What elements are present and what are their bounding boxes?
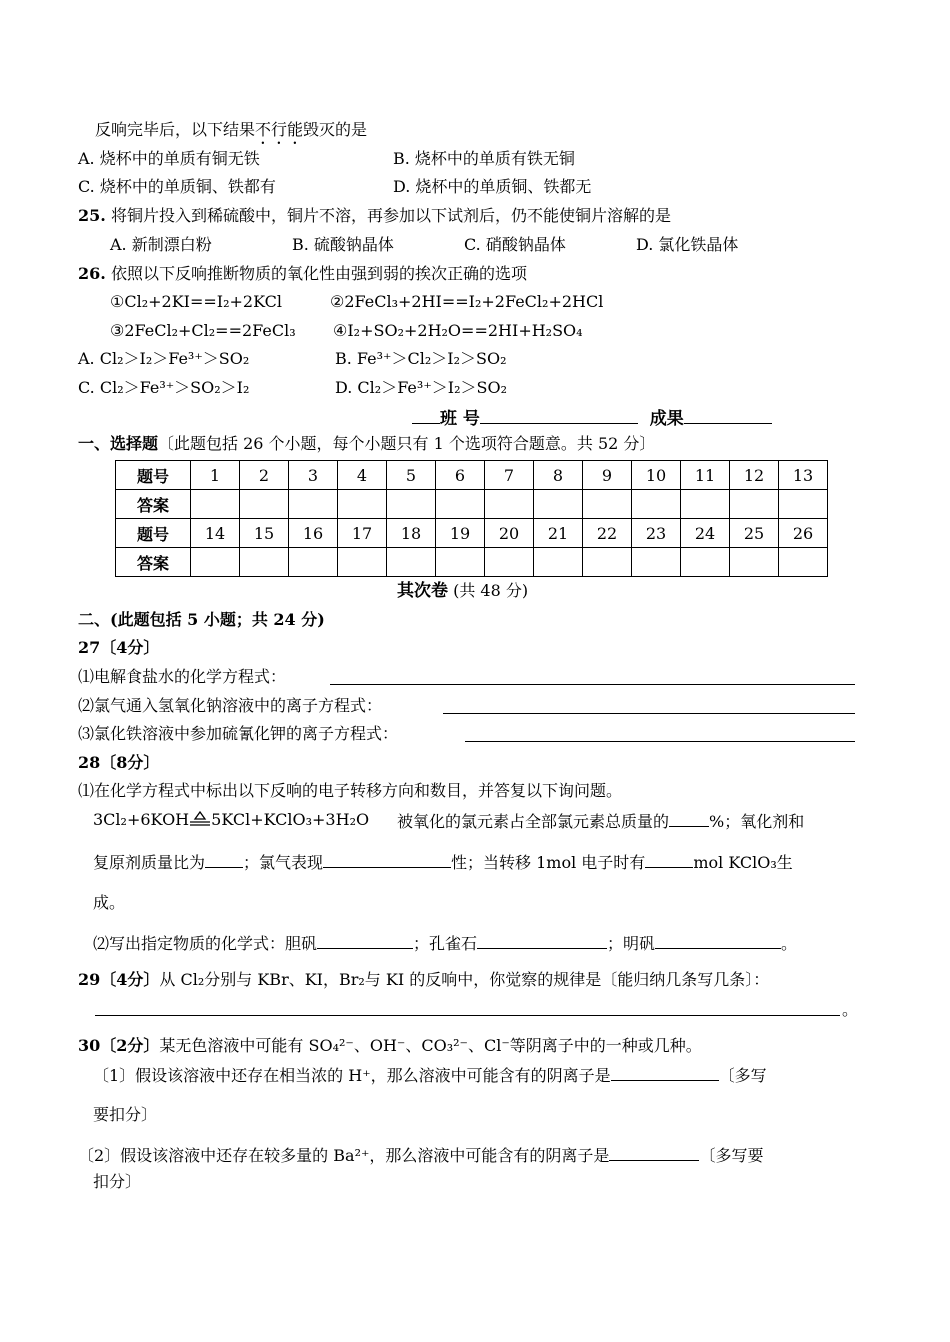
ans-label: 答案 <box>116 490 191 519</box>
q-num: 10 <box>632 461 681 490</box>
q27-part3: ⑶氯化铁溶液中参加硫氰化钾的离子方程式： <box>78 724 399 743</box>
q30-stem: 30〔2分〕某无色溶液中可能有 SO₄²⁻、OH⁻、CO₃²⁻、Cl⁻等阴离子中的一种或几种。 <box>78 1036 702 1055</box>
q-num: 20 <box>485 519 534 548</box>
q-num: 7 <box>485 461 534 490</box>
q26-stem: 26. 依照以下反响推断物质的氧化性由强到弱的挨次正确的选项 <box>78 264 527 283</box>
q25-stem: 25. 将铜片投入到稀硫酸中，铜片不溶，再参加以下试剂后，仍不能使铜片溶解的是 <box>78 206 671 225</box>
answer-cell[interactable] <box>289 490 338 519</box>
answer-cell[interactable] <box>730 548 779 577</box>
q27-part1: ⑴电解食盐水的化学方程式： <box>78 667 287 686</box>
ans-label: 答案 <box>116 548 191 577</box>
num-label: 题号 <box>116 461 191 490</box>
answer-cell[interactable] <box>583 490 632 519</box>
section2-heading: 二、(此题包括 5 小题；共 24 分) <box>78 610 325 629</box>
q-num: 12 <box>730 461 779 490</box>
q30-sub2-end: 扣分〕 <box>93 1172 142 1191</box>
q29-stem: 29〔4分〕从 Cl₂分别与 KBr、KI，Br₂与 KI 的反响中，你觉察的规律是〔能归纳几条写几条〕： <box>78 970 770 989</box>
q-num: 16 <box>289 519 338 548</box>
q28-question-2-end: 成。 <box>93 893 126 912</box>
q-num: 5 <box>387 461 436 490</box>
answer-cell[interactable] <box>681 548 730 577</box>
answer-cell[interactable] <box>485 490 534 519</box>
q26-option-b: B. Fe³⁺＞Cl₂＞I₂＞SO₂ <box>335 349 507 368</box>
q28-blank-mol[interactable] <box>645 851 693 868</box>
q25-option-a: A. 新制漂白粉 <box>110 235 212 254</box>
answer-table-ans-row-1 <box>116 490 828 519</box>
answer-cell[interactable] <box>191 548 240 577</box>
q28-part1-stem: ⑴在化学方程式中标出以下反响的电子转移方向和数目，并答复以下询问题。 <box>78 781 623 800</box>
q24-option-a: A. 烧杯中的单质有铜无铁 <box>78 149 260 168</box>
q28-blank-danfan[interactable] <box>317 932 413 949</box>
q28-part2: ⑵写出指定物质的化学式：胆矾 ；孔雀石 ；明矾 。 <box>93 934 798 953</box>
answer-cell[interactable] <box>632 548 681 577</box>
q-num: 22 <box>583 519 632 548</box>
answer-cell[interactable] <box>436 490 485 519</box>
answer-cell[interactable] <box>779 548 828 577</box>
answer-cell[interactable] <box>583 548 632 577</box>
q27-heading: 27〔4分〕 <box>78 638 160 657</box>
q24-option-c: C. 烧杯中的单质铜、铁都有 <box>78 177 276 196</box>
class-blank-prefix[interactable] <box>412 407 440 424</box>
q-num: 2 <box>240 461 289 490</box>
answer-cell[interactable] <box>779 490 828 519</box>
heat-equals-icon <box>189 811 211 827</box>
answer-cell[interactable] <box>289 548 338 577</box>
q26-reaction-4: ④I₂+SO₂+2H₂O==2HI+H₂SO₄ <box>333 321 583 340</box>
q26-option-c: C. Cl₂＞Fe³⁺＞SO₂＞I₂ <box>78 378 250 397</box>
q28-equation: 3Cl₂+6KOH 5KCl+KClO₃+3H₂O <box>93 810 370 829</box>
q26-reaction-1: ①Cl₂+2KI==I₂+2KCl <box>110 292 282 311</box>
answer-cell[interactable] <box>338 548 387 577</box>
class-score-header: 班 号 成果 <box>412 407 772 429</box>
q24-option-b: B. 烧杯中的单质有铁无铜 <box>393 149 575 168</box>
q28-question-1: 被氧化的氯元素占全部氯元素总质量的 %；氧化剂和 <box>397 812 805 831</box>
answer-cell[interactable] <box>534 548 583 577</box>
q28-blank-percent[interactable] <box>669 810 709 827</box>
q27-part2: ⑵氯气通入氢氧化钠溶液中的离子方程式： <box>78 696 383 715</box>
q24-option-d: D. 烧杯中的单质铜、铁都无 <box>393 177 592 196</box>
q-num: 15 <box>240 519 289 548</box>
q28-blank-ratio[interactable] <box>205 851 243 868</box>
section1-heading: 一、选择题〔此题包括 26 个小题，每个小题只有 1 个选项符合题意。共 52 分〕 <box>78 434 656 453</box>
answer-cell[interactable] <box>387 548 436 577</box>
q27-part2-blank[interactable] <box>443 713 855 714</box>
q25-option-b: B. 硫酸钠晶体 <box>292 235 394 254</box>
answer-cell[interactable] <box>191 490 240 519</box>
q27-part1-blank[interactable] <box>330 684 855 685</box>
q-num: 11 <box>681 461 730 490</box>
answer-table-ans-row-2 <box>116 548 828 577</box>
answer-cell[interactable] <box>338 490 387 519</box>
q-num: 14 <box>191 519 240 548</box>
answer-cell[interactable] <box>240 490 289 519</box>
q26-reaction-3: ③2FeCl₂+Cl₂==2FeCl₃ <box>110 321 296 340</box>
q-num: 9 <box>583 461 632 490</box>
answer-cell[interactable] <box>681 490 730 519</box>
answer-cell[interactable] <box>240 548 289 577</box>
answer-cell[interactable] <box>730 490 779 519</box>
q-num: 13 <box>779 461 828 490</box>
q-num: 26 <box>779 519 828 548</box>
q-num: 23 <box>632 519 681 548</box>
q-num: 4 <box>338 461 387 490</box>
q30-sub1-blank[interactable] <box>611 1064 719 1081</box>
q28-heading: 28〔8分〕 <box>78 753 160 772</box>
q28-blank-property[interactable] <box>323 851 451 868</box>
q25-option-c: C. 硝酸钠晶体 <box>464 235 566 254</box>
answer-cell[interactable] <box>632 490 681 519</box>
q-num: 18 <box>387 519 436 548</box>
q30-sub2-blank[interactable] <box>609 1144 699 1161</box>
answer-table <box>115 460 828 577</box>
q30-sub1: 〔1〕假设该溶液中还存在相当浓的 H⁺，那么溶液中可能含有的阴离子是 〔多写 <box>93 1066 767 1085</box>
q30-sub2: 〔2〕假设该溶液中还存在较多量的 Ba²⁺，那么溶液中可能含有的阴离子是 〔多写要 <box>78 1146 764 1165</box>
answer-table-num-row-1 <box>116 461 828 490</box>
q-num: 24 <box>681 519 730 548</box>
q29-answer-blank[interactable] <box>95 1015 840 1016</box>
score-blank[interactable] <box>684 407 772 424</box>
part2-title: 其次卷 (共 48 分) <box>397 581 529 601</box>
q25-option-d: D. 氯化铁晶体 <box>636 235 739 254</box>
q30-sub1-end: 要扣分〕 <box>93 1105 158 1124</box>
q26-reaction-2: ②2FeCl₃+2HI==I₂+2FeCl₂+2HCl <box>330 292 604 311</box>
delta-equals-symbol <box>189 811 211 827</box>
answer-cell[interactable] <box>436 548 485 577</box>
q26-option-d: D. Cl₂＞Fe³⁺＞I₂＞SO₂ <box>335 378 507 397</box>
q-num: 25 <box>730 519 779 548</box>
answer-cell[interactable] <box>387 490 436 519</box>
q-num: 1 <box>191 461 240 490</box>
q-num: 21 <box>534 519 583 548</box>
q24-stem-tail: 反响完毕后，以下结果不行能毁灭的是 <box>95 120 368 139</box>
num-label: 题号 <box>116 519 191 548</box>
q-num: 3 <box>289 461 338 490</box>
q28-blank-alum[interactable] <box>655 932 781 949</box>
q26-option-a: A. Cl₂＞I₂＞Fe³⁺＞SO₂ <box>78 349 250 368</box>
q28-blank-malachite[interactable] <box>477 932 607 949</box>
q27-part3-blank[interactable] <box>465 741 855 742</box>
q-num: 19 <box>436 519 485 548</box>
q29-end-mark: 。 <box>842 1000 859 1019</box>
class-number-blank[interactable] <box>480 407 638 424</box>
answer-cell[interactable] <box>534 490 583 519</box>
q-num: 17 <box>338 519 387 548</box>
q28-question-2: 复原剂质量比为 ；氯气表现 性；当转移 1mol 电子时有 mol KClO₃生 <box>93 853 793 872</box>
q-num: 6 <box>436 461 485 490</box>
answer-table-num-row-2 <box>116 519 828 548</box>
answer-cell[interactable] <box>485 548 534 577</box>
q-num: 8 <box>534 461 583 490</box>
